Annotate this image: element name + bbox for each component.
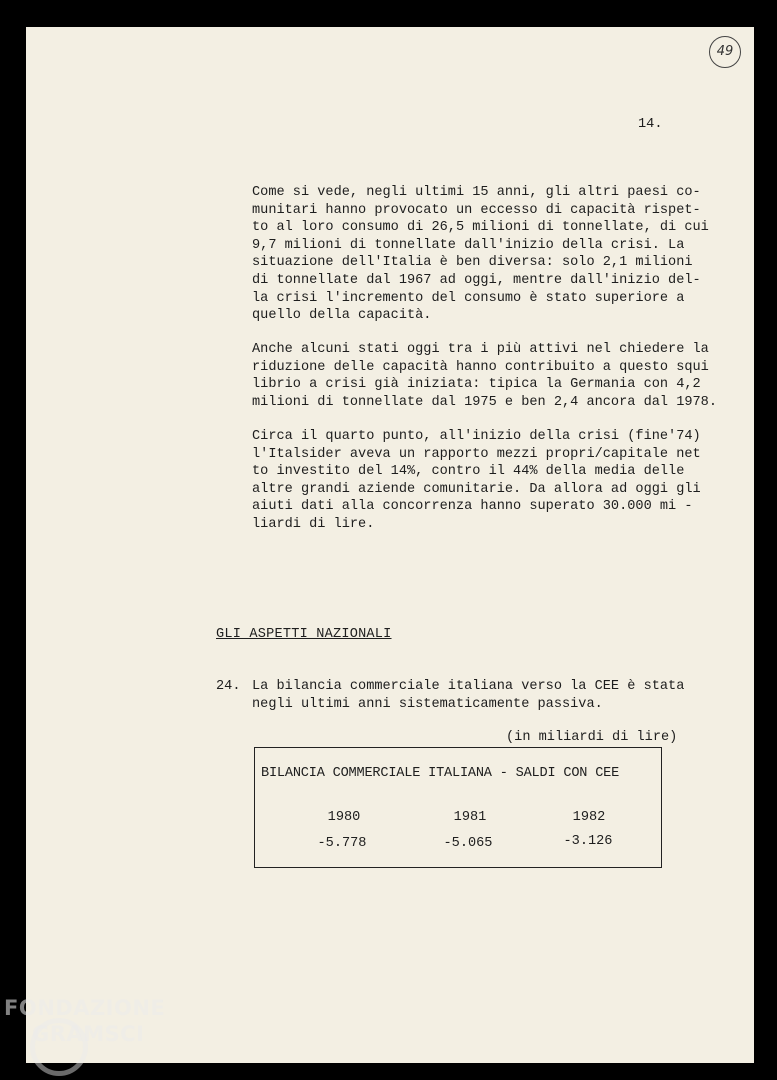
table-unit-note: (in miliardi di lire) — [506, 730, 678, 745]
text-line: negli ultimi anni sistematicamente passiva. — [252, 697, 603, 712]
value-1982: -3.126 — [563, 834, 613, 849]
paragraph-excess-capacity — [252, 184, 709, 325]
text-line: La bilancia commerciale italiana verso la CEE è stata — [252, 679, 685, 694]
page-number: 14. — [638, 117, 663, 132]
paragraph-germany — [252, 341, 717, 411]
paragraph-italsider — [252, 428, 701, 534]
item-text — [252, 678, 684, 714]
year-1981: 1981 — [453, 810, 487, 825]
text-line: situazione dell'Italia è ben diversa: solo 2,1 milioni — [252, 255, 693, 271]
text-line: riduzione delle capacità hanno contribuito a questo squi — [252, 359, 709, 375]
document-page — [26, 27, 754, 1063]
text-line: to investito del 14%, contro il 44% della media delle — [252, 464, 685, 480]
text-line: Come si vede, negli ultimi 15 anni, gli altri paesi co- — [252, 185, 701, 200]
text-line: munitari hanno provocato un eccesso di capacità rispet- — [252, 202, 701, 218]
watermark — [4, 995, 165, 1047]
text-line: altre grandi aziende comunitarie. Da allora ad oggi gli — [252, 481, 701, 497]
trade-balance-table — [254, 747, 662, 868]
item-number: 24. — [216, 679, 241, 694]
text-line: di tonnellate dal 1967 ad oggi, mentre dall'inizio del- — [252, 272, 701, 288]
value-1980: -5.778 — [317, 836, 367, 851]
text-line: l'Italsider aveva un rapporto mezzi propri/capitale net — [252, 446, 701, 462]
text-line: 9,7 milioni di tonnellate dall'inizio della crisi. La — [252, 237, 685, 253]
section-heading: GLI ASPETTI NAZIONALI — [216, 627, 392, 642]
year-1980: 1980 — [327, 810, 361, 825]
table-title: BILANCIA COMMERCIALE ITALIANA - SALDI CON CEE — [261, 766, 620, 781]
text-line: quello della capacità. — [252, 308, 432, 324]
text-line: librio a crisi già iniziata: tipica la Germania con 4,2 — [252, 377, 701, 393]
text-line: Circa il quarto punto, all'inizio della crisi (fine'74) — [252, 429, 701, 444]
watermark-line: FONDAZIONE — [4, 996, 166, 1020]
watermark-line: GRAMSCI — [32, 1022, 145, 1046]
text-line: aiuti dati alla concorrenza hanno superato 30.000 mi - — [252, 499, 693, 515]
archive-number-stamp: 49 — [709, 36, 741, 68]
text-line: to al loro consumo di 26,5 milioni di tonnellate, di cui — [252, 220, 709, 236]
year-1982: 1982 — [572, 810, 606, 825]
text-line: milioni di tonnellate dal 1975 e ben 2,4 ancora dal 1978. — [252, 394, 717, 410]
text-line: Anche alcuni stati oggi tra i più attivi nel chiedere la — [252, 342, 709, 357]
text-line: liardi di lire. — [252, 516, 375, 532]
text-line: la crisi l'incremento del consumo è stato superiore a — [252, 290, 685, 306]
value-1981: -5.065 — [443, 836, 493, 851]
